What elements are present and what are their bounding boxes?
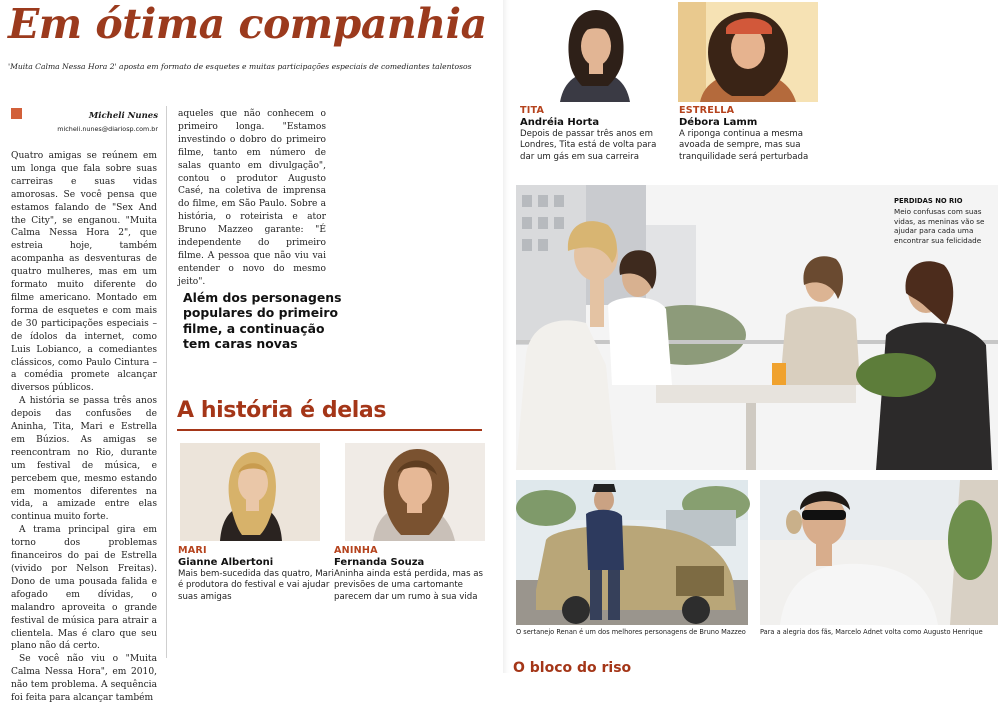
byline-email[interactable]: micheli.nunes@diariosp.com.br — [57, 125, 158, 133]
section-rule — [177, 429, 482, 431]
paragraph: aqueles que não conhecem o primeiro longa. "Estamos investindo o dobro do primeiro filme, tanto em número de salas quanto em divulgação", contou o produtor Augusto Casé, na coletiva de imprensa do filme, em São Paulo. Sobre a história, o roteirista e ator Bruno Mazzeo garante: "É independente do primeiro filme. A pessoa que não viu vai entender o novo do mesmo jeito". — [178, 109, 326, 287]
photo-estrella — [678, 2, 818, 102]
caption-aninha: Aninha ainda está perdida, mas as previsões de uma cartomante parecem dar um rumo à sua vida — [334, 569, 484, 602]
photo-aninha — [345, 443, 485, 541]
caption-estrella: A riponga continua a mesma avoada de sempre, mas sua tranquilidade será perturbada — [679, 129, 809, 162]
character-name-estrella: ESTRELLA — [679, 105, 735, 116]
pull-quote: Além dos personagens populares do primeiro filme, a continuação tem caras novas — [183, 290, 342, 352]
photo-caption-title: PERDIDAS NO RIO — [894, 197, 963, 205]
paragraph: A história se passa três anos depois das confusões de Aninha, Tita, Mari e Estrella em Búzios. As amigas se reencontram no Rio, durante um festival de música, e percebem que, mesmo estando em momentos diferentes na vida, a amizade entre elas continua muito forte. — [11, 396, 157, 523]
page-fold — [503, 0, 510, 673]
photo-adnet — [760, 480, 998, 625]
photo-mari — [180, 443, 320, 541]
photo-caption-adnet: Para a alegria dos fãs, Marcelo Adnet volta como Augusto Henrique — [760, 628, 983, 636]
subtitle: 'Muita Calma Nessa Hora 2' aposta em formato de esquetes e muitas participações especiais de comediantes talentosos — [8, 62, 472, 71]
section-heading: A história é delas — [177, 398, 387, 423]
actor-name-estrella: Débora Lamm — [679, 117, 758, 128]
column-divider — [166, 106, 167, 658]
headline: Em ótima companhia — [8, 0, 487, 48]
article-column-2 — [178, 108, 326, 287]
photo-caption-text: Meio confusas com suas vidas, as meninas vão se ajudar para cada uma encontrar sua felicidade — [894, 207, 985, 245]
caption-tita: Depois de passar três anos em Londres, Tita está de volta para dar um gás em sua carreira — [520, 129, 657, 162]
actor-name-mari: Gianne Albertoni — [178, 557, 274, 568]
character-name-aninha: ANINHA — [334, 545, 378, 556]
paragraph: A trama principal gira em torno dos problemas financeiros do pai de Estrella (vivido por Nelson Freitas). Dono de uma pousada falida e afogado em dívidas, o malandro aproveita o grande festival de música para atrair a clientela. Mas é claro que seu plano não dá certo. — [11, 525, 157, 652]
photo-caption-renan: O sertanejo Renan é um dos melhores personagens de Bruno Mazzeo — [516, 628, 746, 636]
paragraph: Quatro amigas se reúnem em um longa que fala sobre suas carreiras e suas vidas amorosas. Se você pensa que estamos falando de "Sex And the City", se enganou. "Muita Calma Nessa Hora 2", que estreia hoje, também acompanha as desventuras de quatro mulheres, mas em um formato muito diferente do filme americano. Montado em forma de esquetes e com mais de 30 participações especiais – de ídolos da internet, como Luis Lobianco, a comediantes clássicos, como Paulo Cintura – a comédia promete alcançar diversos públicos. — [11, 151, 157, 394]
caption-mari: Mais bem-sucedida das quatro, Mari é produtora do festival e vai ajudar suas amigas — [178, 569, 334, 602]
paragraph: Se você não viu o "Muita Calma Nessa Hora", em 2010, não tem problema. A sequência foi feita para alcançar também — [11, 654, 157, 704]
character-name-tita: TITA — [520, 105, 545, 116]
photo-tita — [550, 2, 640, 102]
actor-name-tita: Andréia Horta — [520, 117, 600, 128]
article-column-1 — [11, 150, 157, 704]
character-name-mari: MARI — [178, 545, 207, 556]
byline-marker — [11, 108, 22, 119]
actor-name-aninha: Fernanda Souza — [334, 557, 425, 568]
next-section-heading: O bloco do riso — [513, 660, 632, 676]
byline-author: Micheli Nunes — [88, 111, 158, 121]
photo-renan-car — [516, 480, 748, 625]
